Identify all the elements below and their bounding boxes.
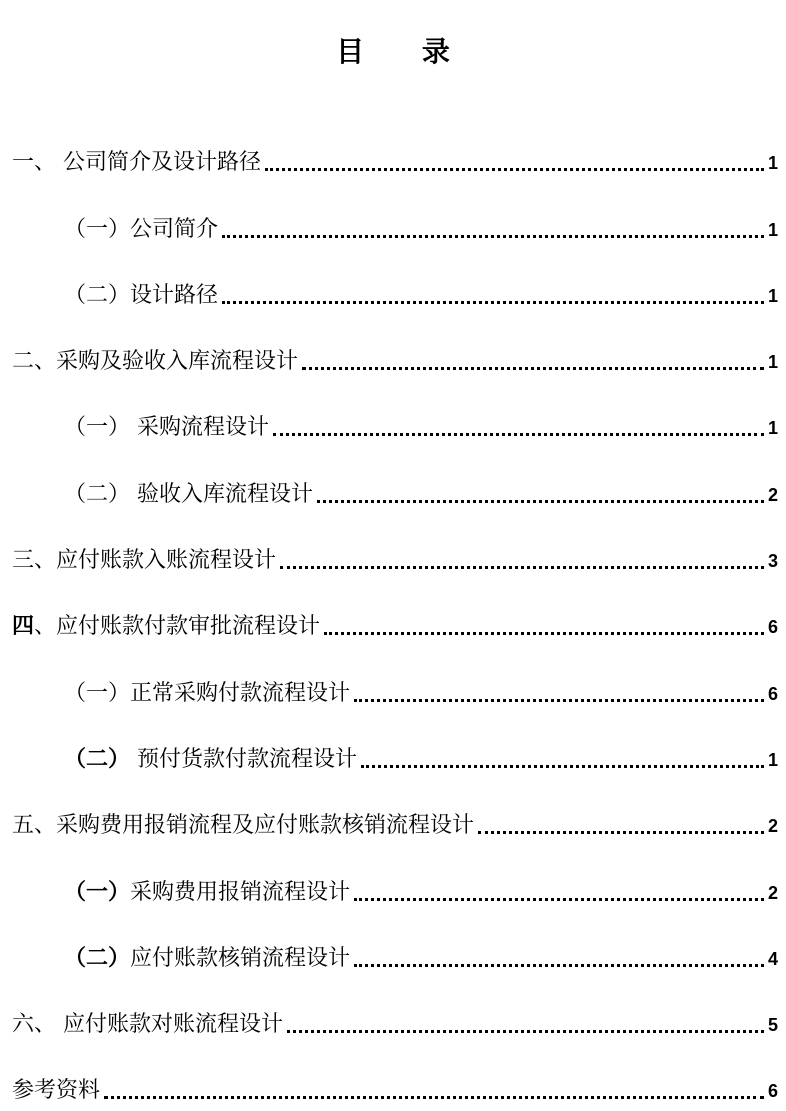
toc-page-number: 1	[767, 153, 778, 174]
dot-leader	[104, 1096, 764, 1099]
dot-leader	[222, 235, 764, 238]
toc-entry-text: 采购费用报销流程设计	[130, 879, 351, 905]
toc-page-number: 5	[767, 1015, 778, 1036]
toc-entry[interactable]	[0, 117, 786, 183]
dot-leader	[273, 433, 764, 436]
toc-entry-label	[12, 613, 320, 647]
dot-leader	[361, 765, 764, 768]
toc-entry-label	[64, 879, 350, 913]
dot-leader	[354, 699, 764, 702]
table-of-contents	[0, 117, 786, 1111]
toc-entry-label: 一、 公司简介及设计路径	[12, 150, 261, 176]
dot-leader	[265, 168, 764, 171]
page-title: 目 录	[336, 35, 474, 68]
toc-entry-label: （一） 采购流程设计	[64, 415, 269, 441]
dot-leader	[317, 500, 764, 503]
toc-entry[interactable]	[0, 316, 786, 382]
toc-page-number: 6	[767, 1081, 778, 1102]
toc-page-number: 1	[767, 352, 778, 373]
toc-entry[interactable]	[0, 714, 786, 780]
dot-leader	[222, 301, 764, 304]
toc-page-number: 1	[767, 749, 778, 770]
dot-leader	[302, 367, 764, 370]
toc-entry-label: 五、采购费用报销流程及应付账款核销流程设计	[12, 813, 475, 839]
toc-page-number: 3	[767, 551, 778, 572]
toc-entry-label: 三、应付账款入账流程设计	[12, 548, 277, 574]
toc-entry[interactable]	[0, 846, 786, 912]
dot-leader	[354, 898, 764, 901]
toc-entry[interactable]	[0, 1045, 786, 1111]
toc-entry-label: （二） 验收入库流程设计	[64, 481, 313, 507]
toc-page-number: 6	[767, 683, 778, 704]
toc-entry-label: 二、采购及验收入库流程设计	[12, 349, 299, 375]
toc-entry[interactable]	[0, 448, 786, 514]
dot-leader	[354, 964, 764, 967]
toc-page-number: 1	[767, 219, 778, 240]
toc-entry[interactable]	[0, 250, 786, 316]
toc-entry[interactable]	[0, 780, 786, 846]
toc-entry[interactable]	[0, 382, 786, 448]
toc-page-number: 1	[767, 285, 778, 306]
toc-entry[interactable]	[0, 979, 786, 1045]
toc-entry-label: （一）正常采购付款流程设计	[64, 680, 351, 706]
dot-leader	[478, 831, 764, 834]
toc-entry-label: 参考资料	[12, 1078, 101, 1104]
toc-entry-number: （一）	[64, 879, 131, 905]
toc-page-number: 2	[767, 484, 778, 505]
toc-entry-label: 六、 应付账款对账流程设计	[12, 1012, 283, 1038]
toc-entry-number: 四	[12, 614, 35, 640]
toc-entry-text: 、应付账款付款审批流程设计	[34, 614, 321, 640]
toc-page-number: 1	[767, 418, 778, 439]
dot-leader	[280, 566, 764, 569]
toc-page-number: 2	[767, 882, 778, 903]
toc-entry[interactable]	[0, 647, 786, 713]
toc-entry-number: （二）	[64, 945, 131, 971]
toc-entry-text: 预付货款付款流程设计	[130, 746, 358, 772]
toc-page-number: 4	[767, 948, 778, 969]
toc-entry-label	[64, 945, 350, 979]
toc-entry-label: （二）设计路径	[64, 282, 219, 308]
toc-entry[interactable]	[0, 515, 786, 581]
dot-leader	[324, 632, 764, 635]
toc-entry-label: （一）公司简介	[64, 216, 219, 242]
toc-page-number: 2	[767, 816, 778, 837]
toc-entry[interactable]	[0, 913, 786, 979]
toc-entry[interactable]	[0, 183, 786, 249]
dot-leader	[287, 1030, 764, 1033]
toc-entry-number: （二）	[64, 746, 131, 772]
toc-page-number: 6	[767, 617, 778, 638]
toc-entry-label	[64, 746, 357, 780]
toc-entry[interactable]	[0, 581, 786, 647]
toc-entry-text: 应付账款核销流程设计	[130, 945, 351, 971]
